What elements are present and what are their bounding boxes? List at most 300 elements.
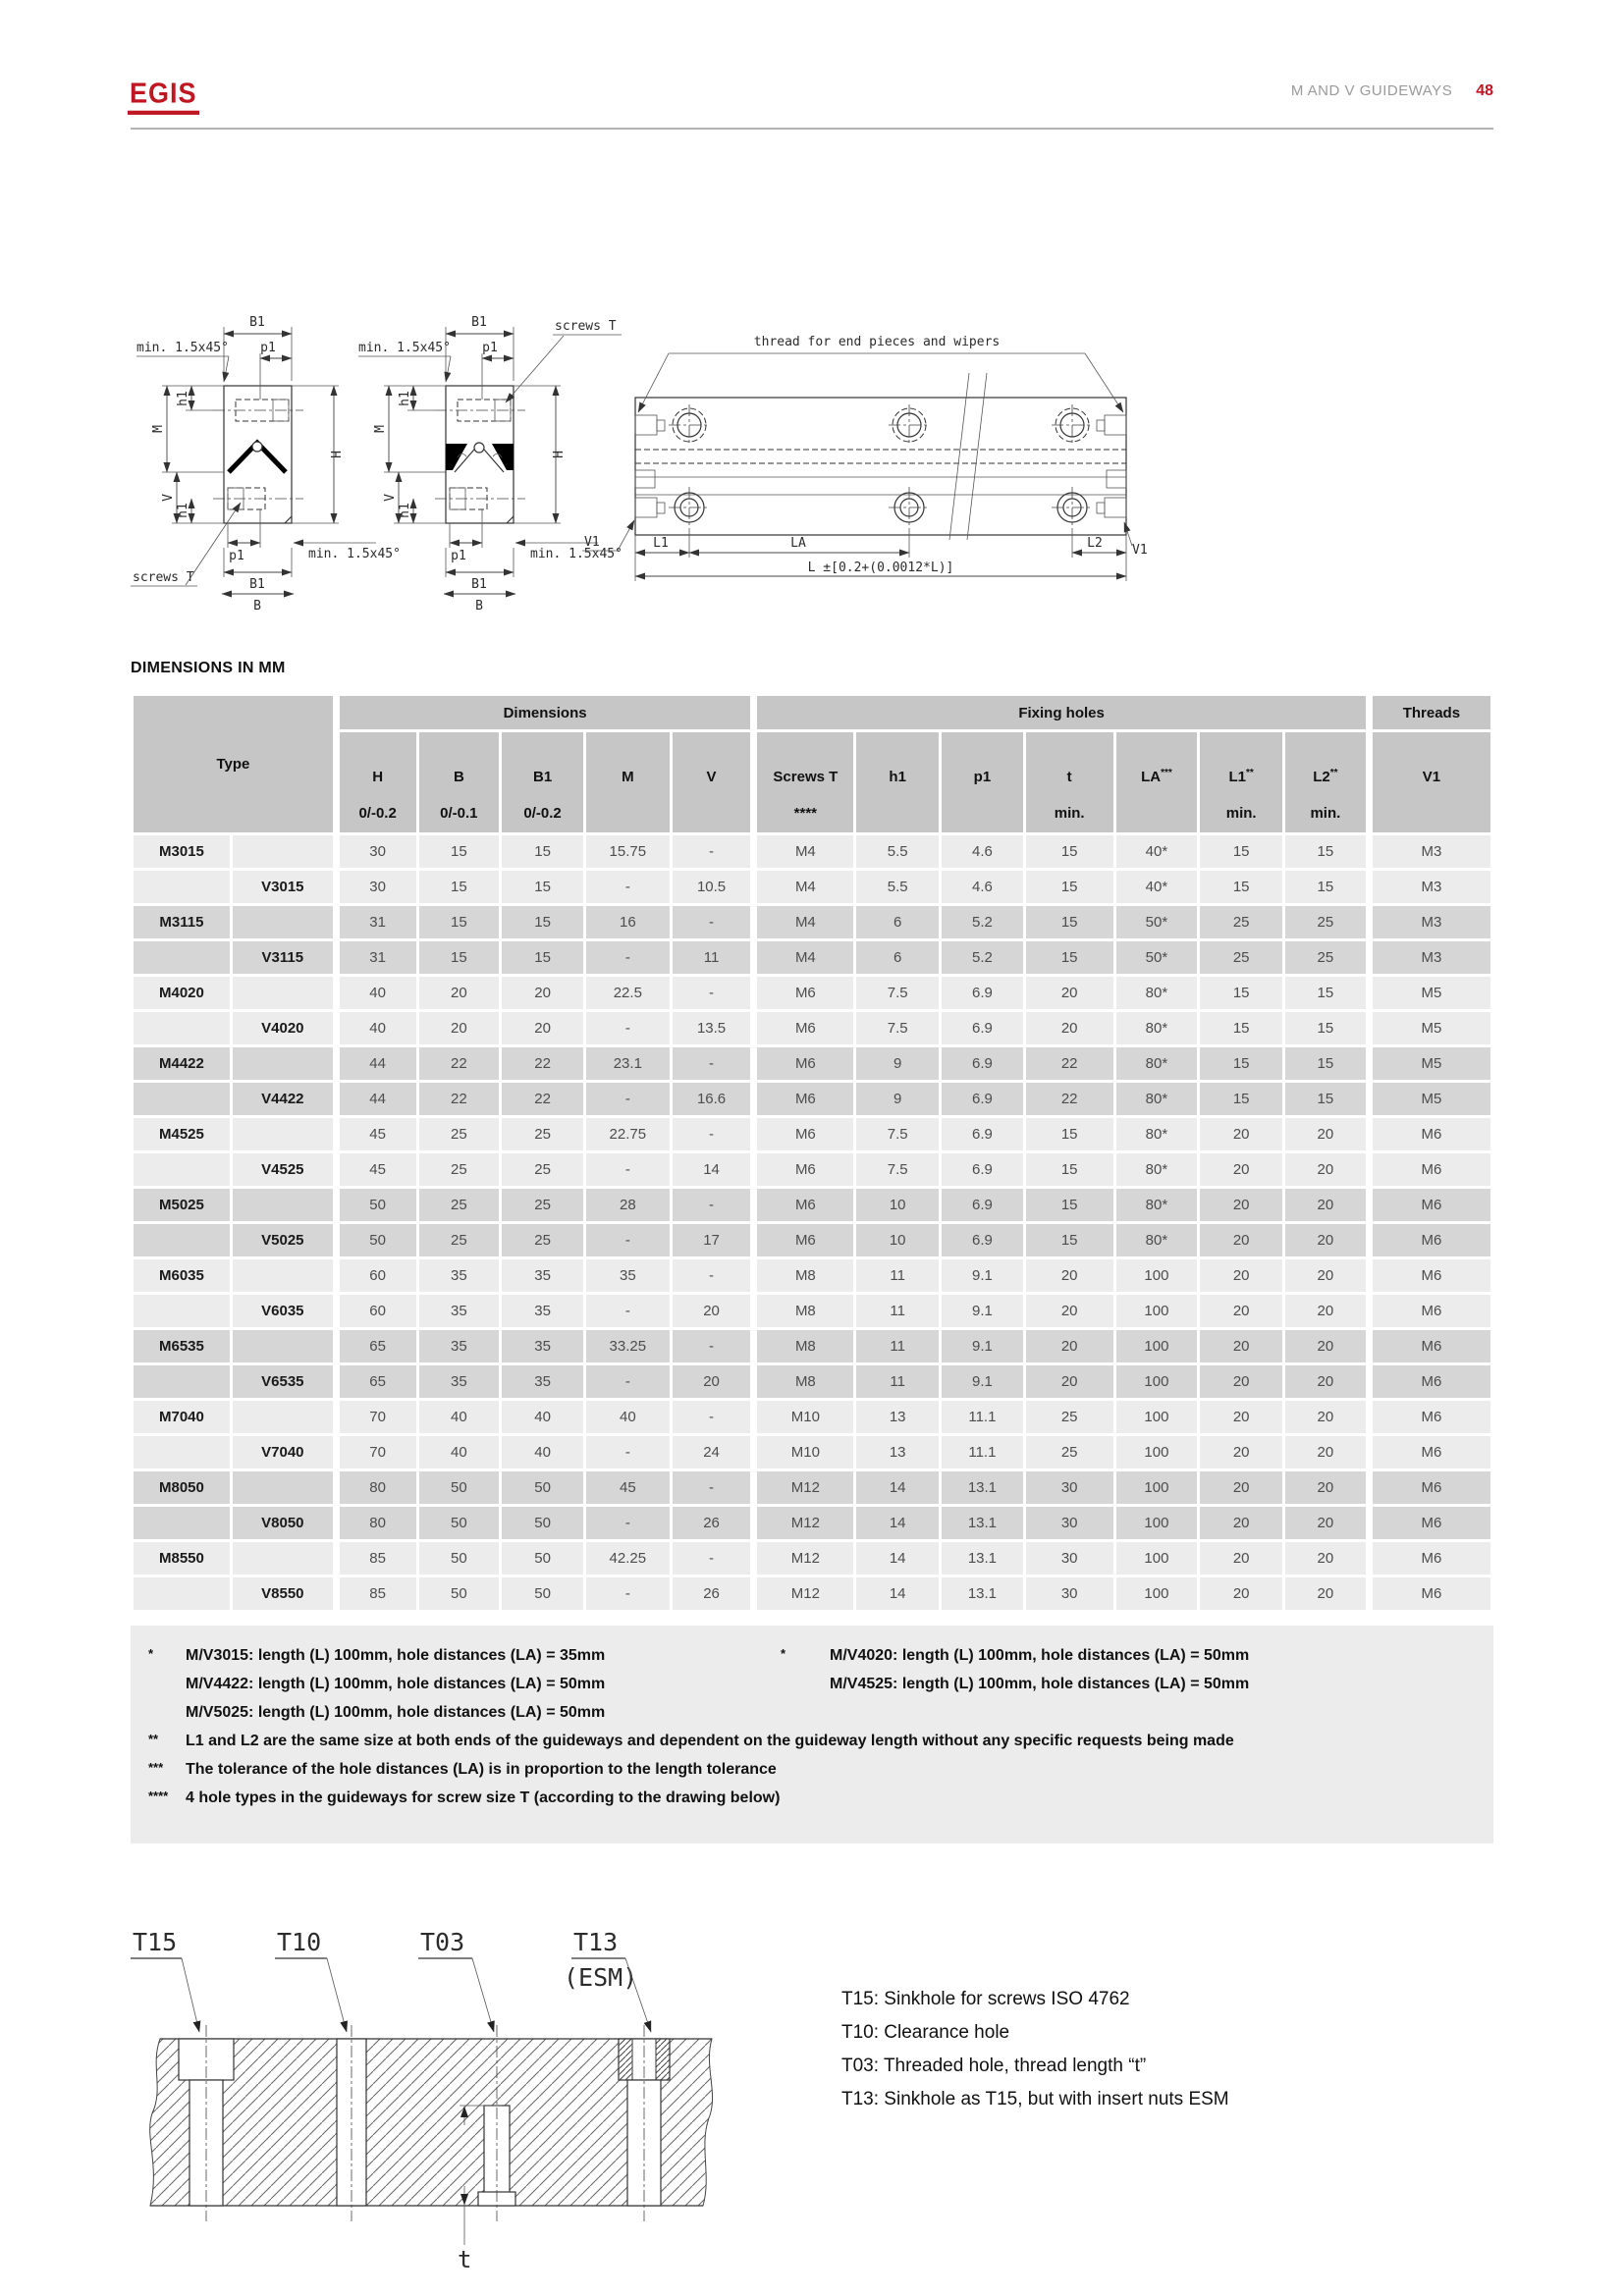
value-cell: 25	[502, 1153, 583, 1186]
value-cell: 44	[336, 1047, 416, 1080]
value-cell: M12	[753, 1507, 853, 1539]
value-cell: 15	[1026, 1153, 1113, 1186]
value-cell: 50	[336, 1189, 416, 1221]
value-cell: M5	[1369, 977, 1490, 1009]
value-cell: 20	[1285, 1542, 1366, 1575]
value-cell: 22	[502, 1047, 583, 1080]
hole-label-esm: (ESM)	[564, 1963, 638, 1992]
group-dimensions: Dimensions	[336, 696, 751, 729]
value-cell: 44	[336, 1083, 416, 1115]
value-cell: 100	[1116, 1507, 1198, 1539]
value-cell: -	[673, 1330, 751, 1362]
value-cell: 15	[419, 871, 500, 903]
col-v1: V1	[1369, 732, 1490, 832]
dim-label-la: LA	[790, 536, 806, 551]
dim-label-h: H	[330, 451, 345, 458]
value-cell: 20	[1285, 1401, 1366, 1433]
value-cell: 10	[856, 1189, 939, 1221]
value-cell: 14	[673, 1153, 751, 1186]
value-cell: 33.25	[586, 1330, 670, 1362]
value-cell: 65	[336, 1365, 416, 1398]
value-cell: 20	[1200, 1330, 1282, 1362]
value-cell: 60	[336, 1295, 416, 1327]
group-header-row	[134, 696, 1490, 729]
col-screws-t: Screws T ****	[753, 732, 853, 832]
value-cell: 45	[336, 1118, 416, 1150]
value-cell: M5	[1369, 1083, 1490, 1115]
value-cell: 15	[1200, 871, 1282, 903]
type-v-cell	[233, 835, 333, 868]
value-cell: 9	[856, 1083, 939, 1115]
hole-label-t13: T13	[573, 1928, 619, 1956]
value-cell: -	[673, 1189, 751, 1221]
value-cell: 6.9	[942, 1189, 1023, 1221]
type-m-cell: M3015	[134, 835, 230, 868]
value-cell: 20	[1200, 1365, 1282, 1398]
footnote-text: L1 and L2 are the same size at both ends of the guideways and dependent on the guideway length without any specific requests being made	[186, 1733, 1234, 1749]
value-cell: 40	[419, 1436, 500, 1468]
value-cell: -	[673, 835, 751, 868]
value-cell: 20	[1200, 1507, 1282, 1539]
value-cell: 15	[1026, 1224, 1113, 1256]
value-cell: 20	[1200, 1542, 1282, 1575]
value-cell: 20	[419, 1012, 500, 1044]
value-cell: 20	[1026, 1259, 1113, 1292]
value-cell: M6	[1369, 1330, 1490, 1362]
value-cell: -	[673, 1259, 751, 1292]
value-cell: 45	[586, 1471, 670, 1504]
value-cell: 85	[336, 1542, 416, 1575]
footnote-text: M/V4020: length (L) 100mm, hole distances (LA) = 50mm	[830, 1647, 1250, 1664]
value-cell: -	[586, 1012, 670, 1044]
chamfer-note: min. 1.5x45°	[136, 341, 229, 355]
type-m-cell	[134, 1365, 230, 1398]
value-cell: 6.9	[942, 977, 1023, 1009]
value-cell: -	[673, 906, 751, 938]
hole-type-line: T15: Sinkhole for screws ISO 4762	[841, 1989, 1130, 2009]
value-cell: 13.1	[942, 1471, 1023, 1504]
footnote-line	[131, 1755, 1493, 1784]
value-cell: M6	[1369, 1542, 1490, 1575]
value-cell: 5.2	[942, 906, 1023, 938]
value-cell: 15	[1285, 1012, 1366, 1044]
value-cell: 20	[1200, 1471, 1282, 1504]
value-cell: 15	[1026, 906, 1113, 938]
col-b: B 0/-0.1	[419, 732, 500, 832]
value-cell: 20	[1200, 1118, 1282, 1150]
value-cell: M5	[1369, 1012, 1490, 1044]
value-cell: 15	[419, 906, 500, 938]
top-technical-drawing	[131, 196, 1162, 618]
value-cell: 20	[1285, 1365, 1366, 1398]
footnotes-panel	[131, 1626, 1493, 1843]
value-cell: 7.5	[856, 1153, 939, 1186]
value-cell: 7.5	[856, 1118, 939, 1150]
type-v-cell	[233, 1471, 333, 1504]
footnote-mark: **	[148, 1732, 159, 1746]
value-cell: 40*	[1116, 871, 1198, 903]
value-cell: 20	[1285, 1189, 1366, 1221]
value-cell: 20	[1026, 1330, 1113, 1362]
footnote-line	[131, 1784, 1493, 1812]
value-cell: 25	[1285, 906, 1366, 938]
type-v-cell	[233, 906, 333, 938]
value-cell: 15	[1285, 1047, 1366, 1080]
value-cell: 70	[336, 1401, 416, 1433]
value-cell: 20	[502, 1012, 583, 1044]
value-cell: 80	[336, 1507, 416, 1539]
group-fixing-holes: Fixing holes	[753, 696, 1365, 729]
value-cell: 25	[1285, 941, 1366, 974]
value-cell: M6	[1369, 1224, 1490, 1256]
value-cell: 20	[1285, 1153, 1366, 1186]
chamfer-note: min. 1.5x45°	[358, 341, 451, 355]
value-cell: M10	[753, 1401, 853, 1433]
value-cell: M6	[1369, 1189, 1490, 1221]
value-cell: 20	[1285, 1577, 1366, 1610]
value-cell: 25	[419, 1189, 500, 1221]
dim-label-v1: V1	[584, 535, 600, 550]
footnote-text: M/V3015: length (L) 100mm, hole distances (LA) = 35mm	[186, 1647, 606, 1664]
value-cell: 23.1	[586, 1047, 670, 1080]
value-cell: 13.1	[942, 1542, 1023, 1575]
value-cell: 40*	[1116, 835, 1198, 868]
col-l2: L2** min.	[1285, 732, 1366, 832]
hole-type-descriptions	[841, 1983, 1229, 2116]
value-cell: 35	[419, 1295, 500, 1327]
screws-t-label: screws T	[555, 319, 617, 334]
dimensions-table	[131, 693, 1493, 1613]
value-cell: 100	[1116, 1259, 1198, 1292]
value-cell: 20	[1026, 1012, 1113, 1044]
value-cell: M6	[1369, 1295, 1490, 1327]
footnote-line	[131, 1670, 1493, 1698]
table-row	[134, 1012, 1490, 1044]
table-row	[134, 1542, 1490, 1575]
table-row	[134, 1330, 1490, 1362]
value-cell: -	[673, 977, 751, 1009]
value-cell: 80*	[1116, 1047, 1198, 1080]
value-cell: 15	[1200, 1083, 1282, 1115]
table-row	[134, 835, 1490, 868]
value-cell: 40	[419, 1401, 500, 1433]
value-cell: 20	[1285, 1295, 1366, 1327]
value-cell: 20	[1285, 1259, 1366, 1292]
value-cell: 20	[1200, 1577, 1282, 1610]
table-row	[134, 1118, 1490, 1150]
value-cell: 20	[1285, 1436, 1366, 1468]
dim-label-m: M	[151, 425, 166, 433]
value-cell: 15	[502, 906, 583, 938]
type-v-cell: V6035	[233, 1295, 333, 1327]
value-cell: 35	[419, 1330, 500, 1362]
value-cell: M10	[753, 1436, 853, 1468]
type-v-cell	[233, 1259, 333, 1292]
value-cell: 50	[336, 1224, 416, 1256]
value-cell: 9.1	[942, 1330, 1023, 1362]
type-m-cell: M8550	[134, 1542, 230, 1575]
screws-t-label: screws T	[133, 570, 194, 585]
dim-label-v1: V1	[1132, 543, 1148, 558]
value-cell: 6.9	[942, 1118, 1023, 1150]
type-m-cell: M5025	[134, 1189, 230, 1221]
value-cell: M4	[753, 835, 853, 868]
value-cell: 100	[1116, 1577, 1198, 1610]
value-cell: 15.75	[586, 835, 670, 868]
value-cell: 16	[586, 906, 670, 938]
value-cell: 35	[502, 1330, 583, 1362]
type-m-cell: M8050	[134, 1471, 230, 1504]
value-cell: -	[586, 1507, 670, 1539]
hole-label-t03: T03	[420, 1928, 465, 1956]
value-cell: 45	[336, 1153, 416, 1186]
value-cell: 30	[1026, 1577, 1113, 1610]
col-m: M	[586, 732, 670, 832]
value-cell: 24	[673, 1436, 751, 1468]
value-cell: 50	[502, 1507, 583, 1539]
value-cell: 25	[1200, 906, 1282, 938]
value-cell: 30	[336, 835, 416, 868]
value-cell: 100	[1116, 1330, 1198, 1362]
type-v-cell	[233, 1401, 333, 1433]
value-cell: 80	[336, 1471, 416, 1504]
value-cell: 50	[502, 1542, 583, 1575]
type-m-cell	[134, 1083, 230, 1115]
value-cell: 11	[856, 1295, 939, 1327]
value-cell: 20	[1285, 1118, 1366, 1150]
value-cell: 22.5	[586, 977, 670, 1009]
value-cell: 35	[419, 1259, 500, 1292]
type-v-cell: V4422	[233, 1083, 333, 1115]
value-cell: 25	[1026, 1436, 1113, 1468]
value-cell: 20	[1200, 1436, 1282, 1468]
value-cell: 80*	[1116, 977, 1198, 1009]
value-cell: 25	[419, 1118, 500, 1150]
value-cell: 15	[1200, 835, 1282, 868]
footnote-text: M/V4525: length (L) 100mm, hole distances (LA) = 50mm	[830, 1676, 1250, 1692]
dim-label-h1: h1	[176, 391, 190, 406]
value-cell: M12	[753, 1471, 853, 1504]
value-cell: M8	[753, 1330, 853, 1362]
value-cell: 30	[1026, 1542, 1113, 1575]
value-cell: -	[586, 1083, 670, 1115]
value-cell: 50	[419, 1507, 500, 1539]
value-cell: 5.2	[942, 941, 1023, 974]
value-cell: M6	[753, 1047, 853, 1080]
value-cell: -	[586, 1365, 670, 1398]
value-cell: 11	[673, 941, 751, 974]
value-cell: -	[673, 1118, 751, 1150]
value-cell: 20	[1200, 1401, 1282, 1433]
value-cell: 7.5	[856, 1012, 939, 1044]
page-number: 48	[1476, 82, 1493, 99]
dim-label-v: V	[383, 494, 398, 502]
type-v-cell	[233, 1047, 333, 1080]
table-row	[134, 1153, 1490, 1186]
cross-section-m	[131, 315, 401, 614]
section-title: M AND V GUIDEWAYS	[1290, 82, 1453, 99]
table-row	[134, 1577, 1490, 1610]
type-m-cell	[134, 1436, 230, 1468]
type-m-cell: M6035	[134, 1259, 230, 1292]
value-cell: 26	[673, 1577, 751, 1610]
value-cell: 15	[1200, 1047, 1282, 1080]
type-v-cell	[233, 1330, 333, 1362]
value-cell: -	[673, 1047, 751, 1080]
value-cell: 35	[419, 1365, 500, 1398]
type-v-cell	[233, 977, 333, 1009]
value-cell: 80*	[1116, 1118, 1198, 1150]
table-row	[134, 1436, 1490, 1468]
value-cell: 50	[419, 1577, 500, 1610]
value-cell: M3	[1369, 906, 1490, 938]
type-m-cell: M6535	[134, 1330, 230, 1362]
footnote-line	[131, 1727, 1493, 1755]
value-cell: 11.1	[942, 1436, 1023, 1468]
thread-note: thread for end pieces and wipers	[753, 335, 1001, 349]
value-cell: M3	[1369, 941, 1490, 974]
side-view	[582, 335, 1148, 581]
value-cell: 35	[586, 1259, 670, 1292]
type-m-cell: M4422	[134, 1047, 230, 1080]
value-cell: 17	[673, 1224, 751, 1256]
value-cell: 100	[1116, 1471, 1198, 1504]
value-cell: 15	[1200, 1012, 1282, 1044]
table-row	[134, 1259, 1490, 1292]
value-cell: 14	[856, 1507, 939, 1539]
value-cell: 50	[419, 1471, 500, 1504]
type-m-cell	[134, 1577, 230, 1610]
value-cell: 11.1	[942, 1401, 1023, 1433]
cross-section-v	[358, 315, 623, 614]
value-cell: 25	[1200, 941, 1282, 974]
value-cell: 26	[673, 1507, 751, 1539]
value-cell: M5	[1369, 1047, 1490, 1080]
dim-label-m: M	[373, 425, 388, 433]
type-v-cell: V8550	[233, 1577, 333, 1610]
footnote-mark: *	[148, 1646, 154, 1661]
value-cell: 11	[856, 1330, 939, 1362]
dim-label-l-formula: L ±[0.2+(0.0012*L)]	[807, 561, 954, 575]
type-v-cell	[233, 1542, 333, 1575]
type-v-cell: V4525	[233, 1153, 333, 1186]
value-cell: 13.1	[942, 1577, 1023, 1610]
dim-label-p1: p1	[482, 341, 498, 355]
value-cell: M6	[753, 1189, 853, 1221]
dim-label-h1: h1	[398, 503, 412, 518]
value-cell: 80*	[1116, 1153, 1198, 1186]
value-cell: M8	[753, 1365, 853, 1398]
value-cell: 9	[856, 1047, 939, 1080]
value-cell: 30	[1026, 1471, 1113, 1504]
value-cell: M4	[753, 941, 853, 974]
value-cell: 22	[502, 1083, 583, 1115]
dim-label-t: t	[458, 2246, 472, 2273]
value-cell: 7.5	[856, 977, 939, 1009]
value-cell: 4.6	[942, 871, 1023, 903]
footnote-mark: ****	[148, 1789, 169, 1803]
header-divider	[131, 128, 1493, 130]
type-m-cell	[134, 1224, 230, 1256]
value-cell: M6	[1369, 1118, 1490, 1150]
value-cell: M8	[753, 1259, 853, 1292]
value-cell: 11	[856, 1365, 939, 1398]
value-cell: 5.5	[856, 835, 939, 868]
value-cell: M6	[1369, 1365, 1490, 1398]
value-cell: 25	[419, 1153, 500, 1186]
value-cell: 25	[1026, 1401, 1113, 1433]
footnote-text: The tolerance of the hole distances (LA) is in proportion to the length tolerance	[186, 1761, 777, 1778]
footnote-text: M/V5025: length (L) 100mm, hole distances (LA) = 50mm	[186, 1704, 606, 1721]
value-cell: 6.9	[942, 1153, 1023, 1186]
type-m-cell	[134, 1012, 230, 1044]
col-v: V	[673, 732, 751, 832]
footnote-text: 4 hole types in the guideways for screw size T (according to the drawing below)	[186, 1789, 781, 1806]
type-v-cell	[233, 1189, 333, 1221]
value-cell: M12	[753, 1577, 853, 1610]
value-cell: M6	[1369, 1436, 1490, 1468]
dim-label-v: V	[161, 494, 176, 502]
type-v-cell: V8050	[233, 1507, 333, 1539]
value-cell: 14	[856, 1471, 939, 1504]
value-cell: 50	[502, 1577, 583, 1610]
type-m-cell: M7040	[134, 1401, 230, 1433]
value-cell: 22	[419, 1047, 500, 1080]
column-header-row	[134, 732, 1490, 832]
type-v-cell: V7040	[233, 1436, 333, 1468]
value-cell: -	[586, 871, 670, 903]
table-row	[134, 1365, 1490, 1398]
value-cell: 20	[1285, 1224, 1366, 1256]
type-v-cell: V3115	[233, 941, 333, 974]
value-cell: 5.5	[856, 871, 939, 903]
hole-type-line: T13: Sinkhole as T15, but with insert nuts ESM	[841, 2089, 1229, 2109]
value-cell: 35	[502, 1365, 583, 1398]
value-cell: M6	[1369, 1259, 1490, 1292]
dim-label-l1: L1	[653, 536, 669, 551]
value-cell: 25	[502, 1224, 583, 1256]
value-cell: -	[673, 1471, 751, 1504]
value-cell: M3	[1369, 835, 1490, 868]
value-cell: 6	[856, 941, 939, 974]
value-cell: M8	[753, 1295, 853, 1327]
value-cell: 31	[336, 941, 416, 974]
value-cell: 100	[1116, 1401, 1198, 1433]
col-b1: B1 0/-0.2	[502, 732, 583, 832]
col-la: LA***	[1116, 732, 1198, 832]
type-v-cell: V6535	[233, 1365, 333, 1398]
value-cell: 20	[673, 1365, 751, 1398]
value-cell: 15	[1285, 871, 1366, 903]
hole-type-line: T10: Clearance hole	[841, 2022, 1010, 2043]
value-cell: -	[586, 1153, 670, 1186]
dim-label-p1: p1	[229, 549, 244, 563]
value-cell: 10	[856, 1224, 939, 1256]
value-cell: 20	[1285, 1507, 1366, 1539]
value-cell: 20	[1026, 1295, 1113, 1327]
value-cell: -	[673, 1401, 751, 1433]
table-row	[134, 1471, 1490, 1504]
value-cell: M6	[753, 1083, 853, 1115]
value-cell: 25	[502, 1118, 583, 1150]
table-row	[134, 1224, 1490, 1256]
table-row	[134, 1047, 1490, 1080]
footnote-mark: *	[781, 1646, 786, 1661]
table-row	[134, 1083, 1490, 1115]
value-cell: 13.5	[673, 1012, 751, 1044]
value-cell: 9.1	[942, 1365, 1023, 1398]
value-cell: 20	[1200, 1224, 1282, 1256]
